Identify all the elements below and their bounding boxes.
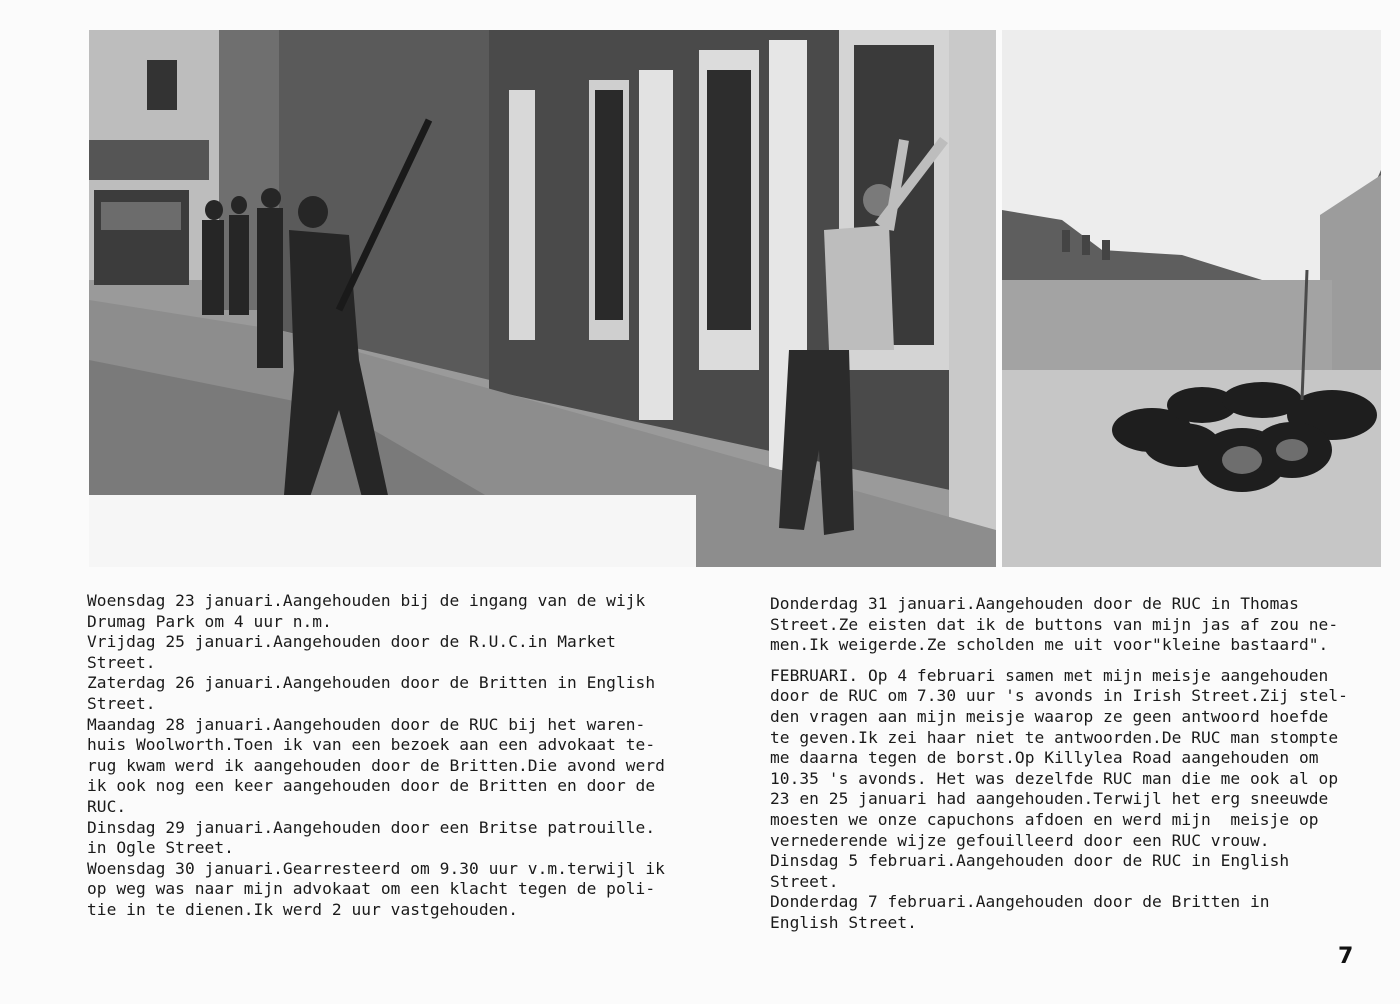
text-line: Donderdag 31 januari.Aangehouden door de RUC in Thomas	[770, 594, 1299, 613]
text-line: men.Ik weigerde.Ze scholden me uit voor"kleine bastaard".	[770, 635, 1329, 655]
text-line: Woensdag 23 januari.Aangehouden bij de ingang van de wijk	[87, 591, 646, 610]
text-line: me daarna tegen de borst.Op Killylea Road aangehouden om	[770, 748, 1319, 768]
page-number: 7	[1338, 944, 1354, 969]
text-line: te geven.Ik zei haar niet te antwoorden.De RUC man stompte	[770, 727, 1339, 747]
street-patrol-photo	[89, 30, 996, 567]
text-line: Street.	[770, 871, 839, 891]
text-line: in Ogle Street.	[87, 838, 234, 858]
text-line: Street.	[87, 652, 156, 672]
text-line: 10.35 's avonds. Het was dezelfde RUC man die me ook al op	[770, 768, 1339, 788]
text-line: Dinsdag 5 februari.Aangehouden door de RUC in English	[770, 851, 1290, 871]
tyre-yard-photo	[1002, 30, 1381, 567]
text-line: Dinsdag 29 januari.Aangehouden door een Britse patrouille.	[87, 817, 656, 837]
text-line: Donderdag 7 februari.Aangehouden door de Britten in	[770, 892, 1270, 912]
text-line: English Street.	[770, 912, 917, 932]
text-line: Drumag Park om 4 uur n.m.	[87, 611, 332, 631]
text-line: RUC.	[87, 796, 127, 816]
text-line: Street.	[87, 693, 156, 713]
text-line: Vrijdag 25 januari.Aangehouden door de R.U.C.in Market	[87, 632, 616, 652]
text-line: FEBRUARI. Op 4 februari samen met mijn meisje aangehouden	[770, 665, 1329, 685]
left-text-column	[87, 591, 727, 921]
right-text-column	[770, 594, 1370, 934]
paragraph-gap	[770, 656, 1370, 666]
text-line: moesten we onze capuchons afdoen en werd mijn meisje op	[770, 809, 1319, 829]
text-line: ik ook nog een keer aangehouden door de Britten en door de	[87, 776, 656, 796]
text-line: Maandag 28 januari.Aangehouden door de RUC bij het waren-	[87, 714, 646, 734]
text-line: Woensdag 30 januari.Gearresteerd om 9.30 uur v.m.terwijl ik	[87, 858, 665, 878]
text-line: Street.Ze eisten dat ik de buttons van mijn jas af zou ne-	[770, 614, 1339, 634]
text-line: 23 en 25 januari had aangehouden.Terwijl het erg sneeuwde	[770, 789, 1329, 809]
text-line: huis Woolworth.Toen ik van een bezoek aan een advokaat te-	[87, 735, 656, 755]
text-line: rug kwam werd ik aangehouden door de Britten.Die avond werd	[87, 755, 665, 775]
text-line: Zaterdag 26 januari.Aangehouden door de Britten in English	[87, 673, 656, 693]
text-line: vernederende wijze gefouilleerd door een RUC vrouw.	[770, 830, 1270, 850]
text-line: den vragen aan mijn meisje waarop ze geen antwoord hoefde	[770, 706, 1329, 726]
text-line: door de RUC om 7.30 uur 's avonds in Irish Street.Zij stel-	[770, 686, 1348, 706]
text-line: op weg was naar mijn advokaat om een klacht tegen de poli-	[87, 879, 656, 899]
text-line: tie in te dienen.Ik werd 2 uur vastgehouden.	[87, 899, 519, 919]
